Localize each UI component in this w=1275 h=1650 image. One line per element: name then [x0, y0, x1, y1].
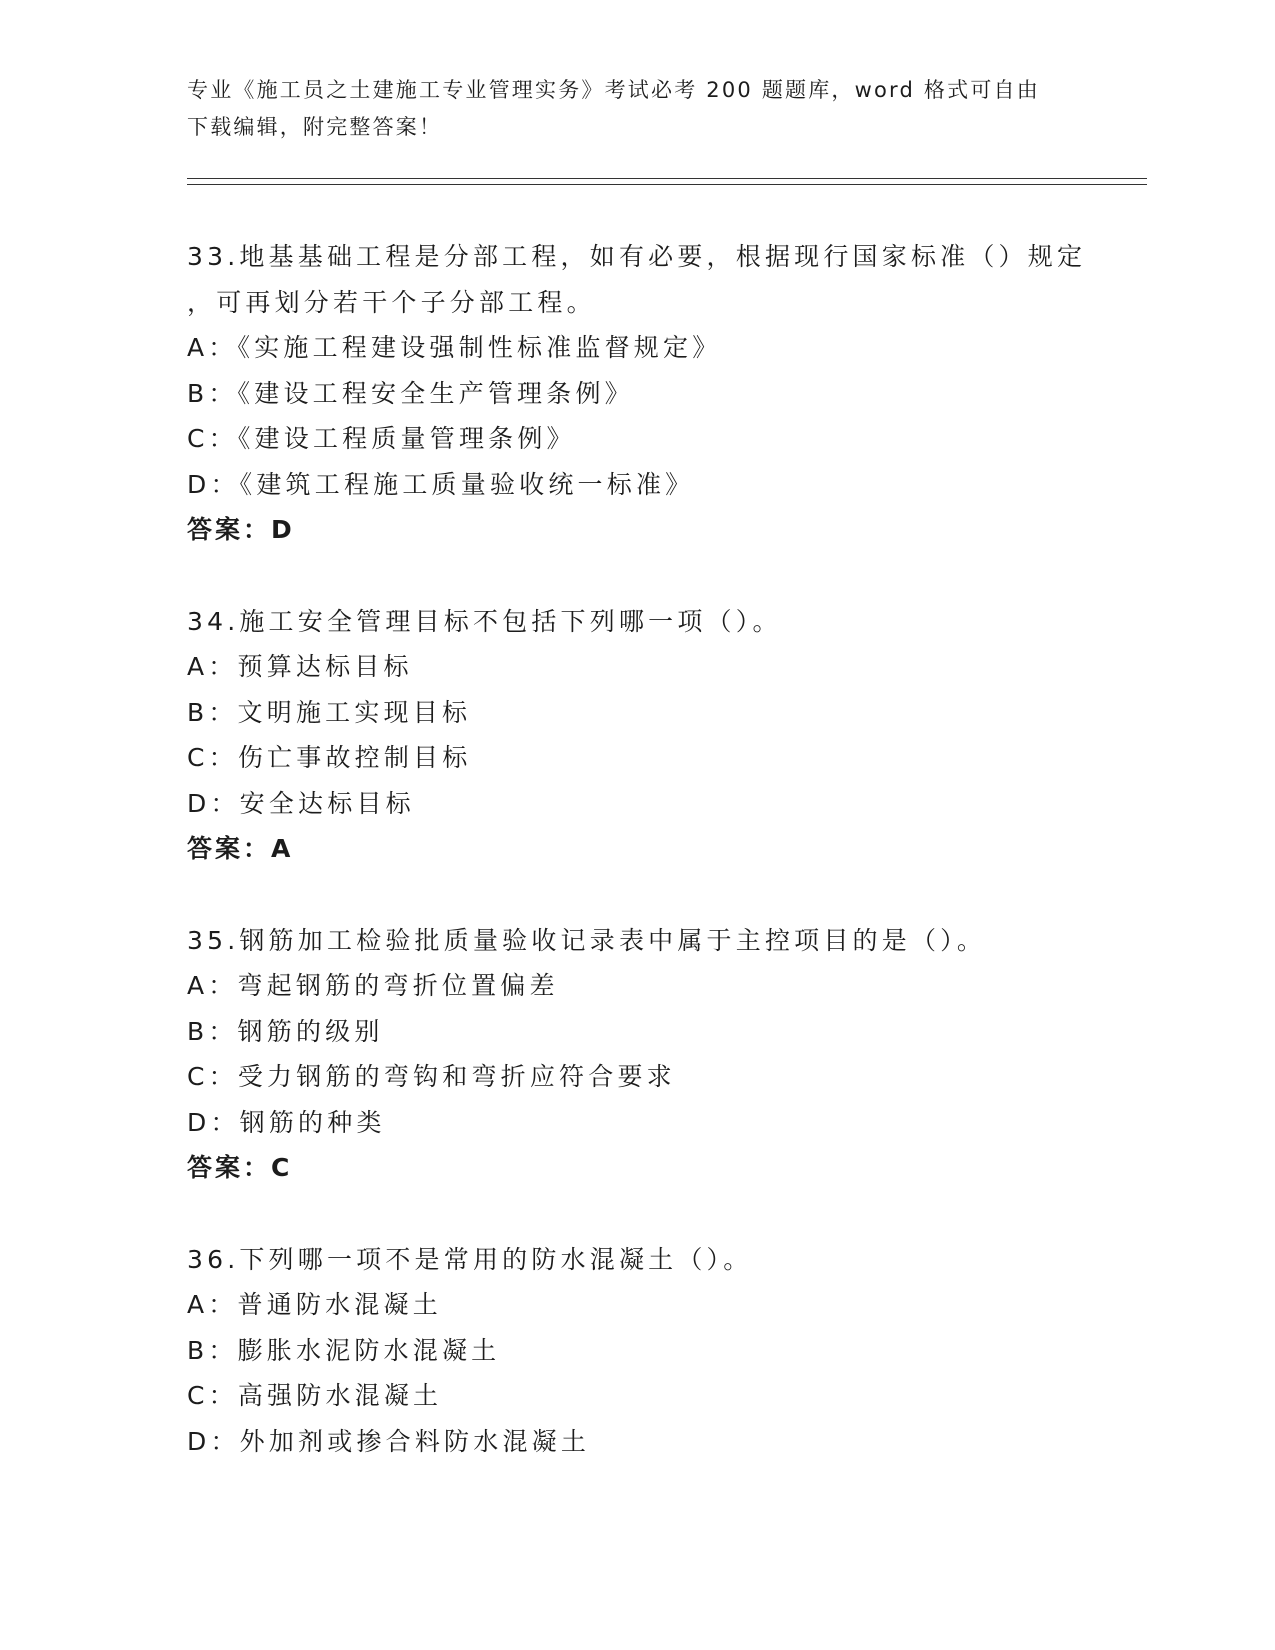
- option-c: C：受力钢筋的弯钩和弯折应符合要求: [187, 1062, 676, 1091]
- question-stem: 34.施工安全管理目标不包括下列哪一项（）。: [187, 606, 782, 636]
- header-line-2: 下载编辑，附完整答案！: [187, 115, 443, 139]
- answer-label: 答案：A: [187, 834, 294, 863]
- header-divider-bottom: [187, 184, 1147, 185]
- question-stem: 35.钢筋加工检验批质量验收记录表中属于主控项目的是（）。: [187, 925, 987, 955]
- answer-label: 答案：C: [187, 1153, 293, 1182]
- option-a: A：《实施工程建设强制性标准监督规定》: [187, 333, 722, 362]
- option-c: C：高强防水混凝土: [187, 1381, 443, 1410]
- option-a: A：弯起钢筋的弯折位置偏差: [187, 971, 559, 1000]
- option-c: C：伤亡事故控制目标: [187, 743, 472, 772]
- option-b: B：文明施工实现目标: [187, 697, 472, 727]
- document-header: [187, 72, 1087, 146]
- answer-label: 答案：D: [187, 515, 295, 544]
- question-stem-continued: ，可再划分若干个子分部工程。: [187, 287, 596, 317]
- question-stem: 36.下列哪一项不是常用的防水混凝土（）。: [187, 1244, 753, 1274]
- question-list: [187, 234, 1087, 1464]
- option-c: C：《建设工程质量管理条例》: [187, 424, 576, 453]
- header-divider-top: [187, 178, 1147, 179]
- option-d: D：钢筋的种类: [187, 1107, 386, 1137]
- option-d: D：安全达标目标: [187, 788, 415, 818]
- option-b: B：膨胀水泥防水混凝土: [187, 1335, 501, 1365]
- option-a: A：普通防水混凝土: [187, 1290, 442, 1319]
- option-d: D：《建筑工程施工质量验收统一标准》: [187, 469, 695, 499]
- option-b: B：钢筋的级别: [187, 1016, 384, 1046]
- option-a: A：预算达标目标: [187, 652, 413, 681]
- question-stem: 33.地基基础工程是分部工程，如有必要，根据现行国家标准（）规定: [187, 242, 1087, 271]
- option-d: D：外加剂或掺合料防水混凝土: [187, 1426, 591, 1456]
- question-block-36: [187, 1237, 1087, 1465]
- option-b: B：《建设工程安全生产管理条例》: [187, 378, 634, 408]
- question-block-34: [187, 599, 1087, 872]
- header-line-1: 专业《施工员之土建施工专业管理实务》考试必考 200 题题库，word 格式可自由: [187, 78, 1040, 102]
- question-block-33: [187, 234, 1087, 553]
- question-block-35: [187, 918, 1087, 1191]
